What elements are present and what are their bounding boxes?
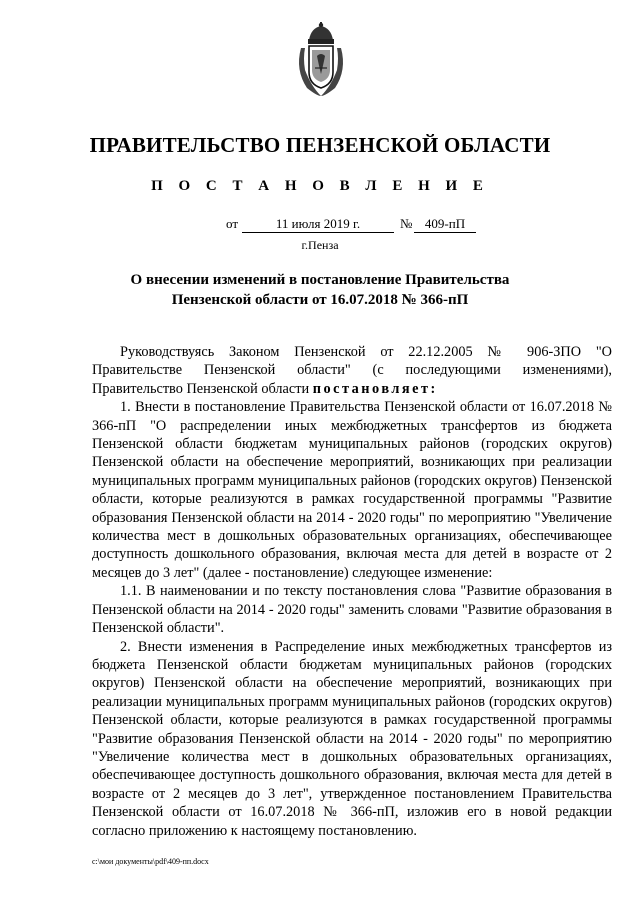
date-prefix: от — [226, 216, 239, 231]
document-body — [92, 343, 612, 840]
city: г.Пенза — [301, 238, 339, 252]
number-value: 409-пП — [414, 216, 476, 233]
subject-line-2: Пензенской области от 16.07.2018 № 366-пП — [171, 292, 469, 308]
date-value: 11 июля 2019 г. — [242, 216, 394, 233]
item-2-paragraph: 2. Внести изменения в Распределение иных межбюджетных трансфертов из бюджета Пензенской области бюджетам муниципальных районов (городских округов) Пензенской области на обеспечение мероприятий, возникающих при реализации муниципальных программ муниципальных районов (городских округов) Пензенской области, которые реализуются в рамках государственной программы "Развитие образования Пензенской области на 2014 - 2020 годы" по мероприятию "Увеличение количества мест в дошкольных образовательных организациях, обеспечивающее доступность дошкольного образования, включая места для детей в возрасте от 2 месяцев до 3 лет", утвержденное постановлением Правительства Пензенской области от 16.07.2018 № 366-пП, изложив его в новой редакции согласно приложению к настоящему постановлению. — [92, 638, 612, 839]
resolves-word: постановляет: — [312, 380, 438, 397]
item-1-paragraph: 1. Внести в постановление Правительства Пензенской области от 16.07.2018 № 366-пП "О распределении иных межбюджетных трансфертов из бюджета Пензенской области бюджетам муниципальных районов (городских округов) Пензенской области на обеспечение мероприятий, возникающих при реализации муниципальных программ муниципальных районов (городских округов) Пензенской области, которые реализуются в рамках государственной программы "Развитие образования Пензенской области на 2014 - 2020 годы" по мероприятию "Увеличение количества мест в дошкольных образовательных организациях, обеспечивающее доступность дошкольного образования, включая места для детей в возрасте от 2 месяцев до 3 лет" (далее - постановление) следующее изменение: — [92, 399, 612, 581]
intro-paragraph: Руководствуясь Законом Пензенской от 22.12.2005 № 906-ЗПО "О Правительстве Пензенской области" (с последующими изменениями), Правительство Пензенской области постановляет: — [92, 344, 612, 397]
coat-of-arms-icon — [293, 22, 349, 98]
document-subject — [0, 270, 640, 310]
government-title: ПРАВИТЕЛЬСТВО ПЕНЗЕНСКОЙ ОБЛАСТИ — [89, 133, 551, 157]
subject-line-1: О внесении изменений в постановление Правительства — [130, 272, 510, 288]
number-prefix: № — [400, 216, 413, 231]
file-path-footer: c:\мои документы\pdf\409-пп.docx — [92, 857, 209, 866]
document-type: П О С Т А Н О В Л Е Н И Е — [151, 178, 489, 194]
item-1-1-paragraph: 1.1. В наименовании и по тексту постановления слова "Развитие образования в Пензенской области на 2014 - 2020 годы" заменить словами "Развитие образования в Пензенской области". — [92, 583, 612, 637]
